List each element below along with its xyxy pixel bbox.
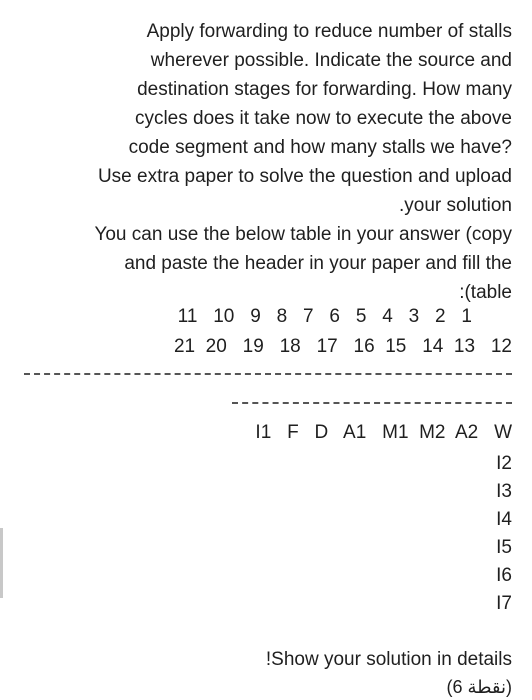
instruction-row: I6 (496, 565, 512, 586)
instruction-row: I3 (496, 481, 512, 502)
cycle-numbers-row-2: 21 20 19 18 17 16 15 14 13 12 (173, 336, 512, 357)
points-label: (6 نقطة) (446, 677, 512, 697)
left-edge-bar (0, 528, 3, 598)
question-line: Apply forwarding to reduce number of stalls (146, 21, 512, 42)
instruction-row: I5 (496, 537, 512, 558)
question-line: You can use the below table in your answer (copy (94, 224, 512, 245)
question-line: cycles does it take now to execute the above (134, 108, 512, 129)
question-line: and paste the header in your paper and fill the (124, 253, 512, 274)
question-line: code segment and how many stalls we have? (128, 137, 512, 158)
question-line: Use extra paper to solve the question and upload (97, 166, 512, 187)
pipeline-header-row: I1 F D A1 M1 M2 A2 W (255, 422, 512, 443)
instruction-row: I2 (496, 453, 512, 474)
instruction-row: I7 (496, 593, 512, 614)
instruction-row: I4 (496, 509, 512, 530)
question-line: wherever possible. Indicate the source and (150, 50, 512, 71)
question-line: destination stages for forwarding. How many (137, 79, 512, 100)
divider-short (232, 402, 512, 404)
divider-long (24, 373, 512, 375)
cycle-numbers-row-1: 11 10 9 8 7 6 5 4 3 2 1 (177, 306, 472, 327)
question-line: :(table (459, 282, 512, 303)
question-line: .your solution (398, 195, 512, 216)
show-solution-text: !Show your solution in details (265, 649, 512, 670)
question-text (14, 17, 512, 307)
